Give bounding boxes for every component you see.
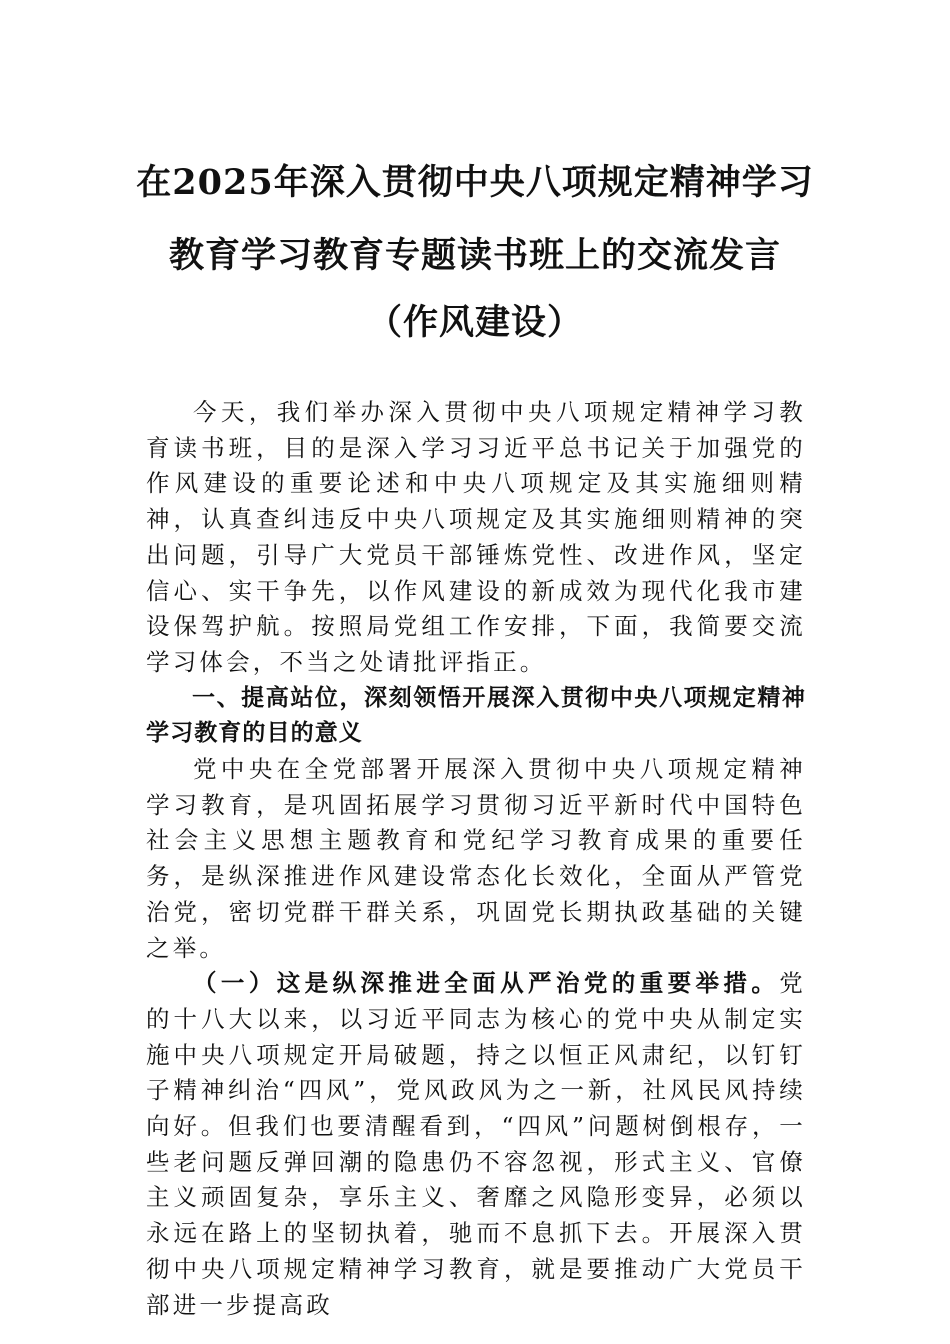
section-1-heading: 一、提高站位，深刻领悟开展深入贯彻中央八项规定精神学习教育的目的意义 <box>146 684 806 747</box>
intro-paragraph: 今天，我们举办深入贯彻中央八项规定精神学习教育读书班，目的是深入学习习近平总书记关于加强党的作风建设的重要论述和中央八项规定及其实施细则精神，认真查纠违反中央八项规定及其实施细则精神的突出问题，引导广大党员干部锤炼党性、改进作风，坚定信心、实干争先，以作风建设的新成效为现代化我市建设保驾护航。按照局党组工作安排，下面，我简要交流学习体会，不当之处请批评指正。 <box>146 398 806 676</box>
point-1-body: 党的十八大以来，以习近平同志为核心的党中央从制定实施中央八项规定开局破题，持之以恒正风肃纪，以钉钉子精神纠治“四风”，党风政风为之一新，社风民风持续向好。但我们也要清醒看到，“四风”问题树倒根存，一些老问题反弹回潮的隐患仍不容忽视，形式主义、官僚主义顽固复杂，享乐主义、奢靡之风隐形变异，必须以永远在路上的坚韧执着，驰而不息抓下去。开展深入贯彻中央八项规定精神学习教育，就是要推动广大党员干部进一步提高政 <box>146 969 806 1319</box>
document-title-line-2: 教育学习教育专题读书班上的交流发言 <box>168 235 781 276</box>
document-body <box>146 395 806 1323</box>
document-title-line-3: （作风建设） <box>366 302 583 343</box>
point-1-lead: （一）这是纵深推进全面从严治党的重要举措。 <box>193 969 780 998</box>
point-1-paragraph <box>146 966 806 1323</box>
document-title-line-1: 在2025年深入贯彻中央八项规定精神学习 <box>136 162 814 203</box>
section-1-paragraph: 党中央在全党部署开展深入贯彻中央八项规定精神学习教育，是巩固拓展学习贯彻习近平新时代中国特色社会主义思想主题教育和党纪学习教育成果的重要任务，是纵深推进作风建设常态化长效化，全面从严管党治党，密切党群干群关系，巩固党长期执政基础的关键之举。 <box>146 755 806 962</box>
